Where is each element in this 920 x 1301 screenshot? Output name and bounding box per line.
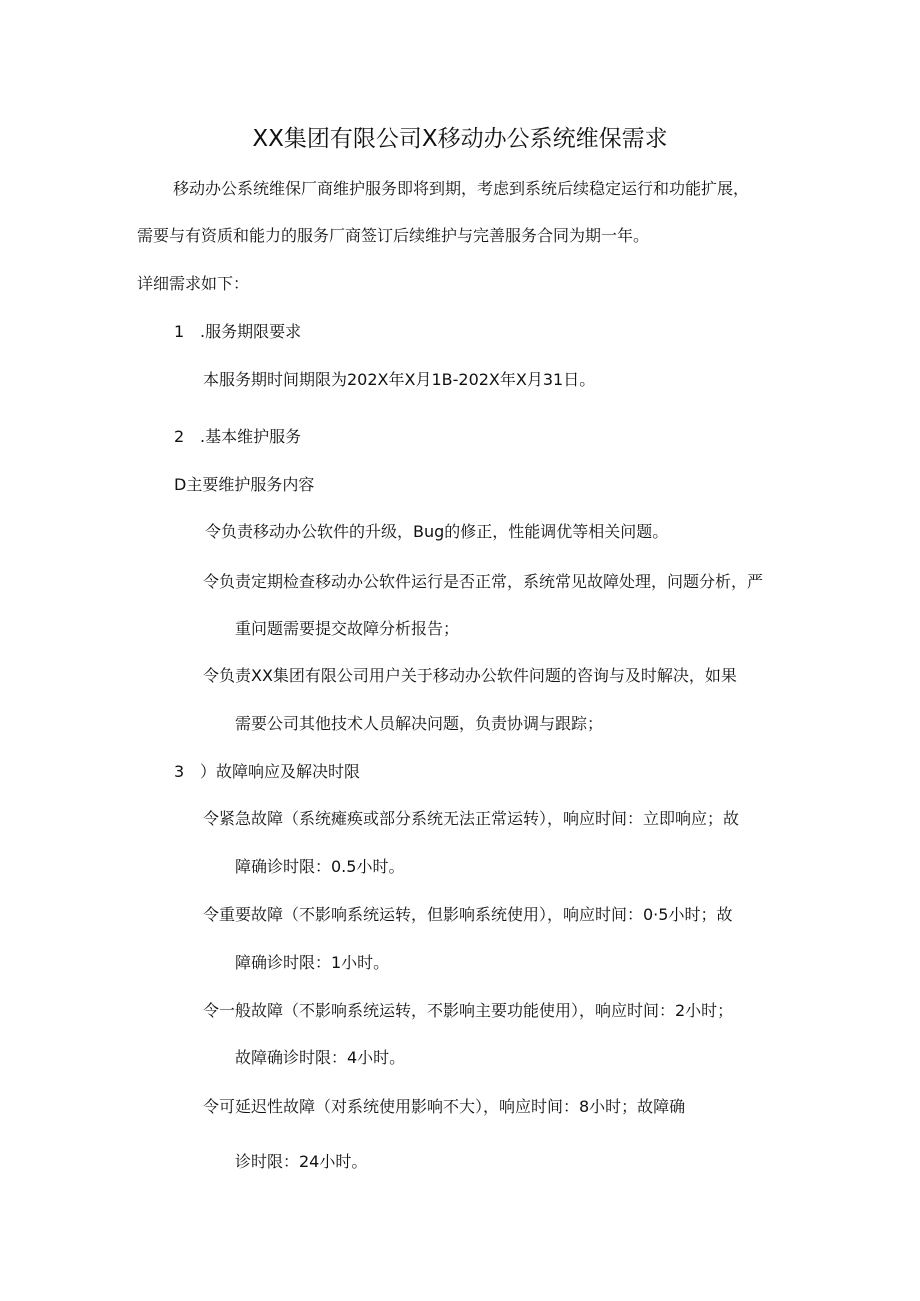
details-intro: 详细需求如下： <box>137 274 250 293</box>
section-2-subheading: D主要维护服务内容 <box>174 475 315 494</box>
service-item-3-line-1: 令负责XX集团有限公司用户关于移动办公软件问题的咨询与及时解决，如果 <box>203 666 737 685</box>
section-1-heading <box>174 322 301 342</box>
section-1-title: .服务期限要求 <box>200 322 302 341</box>
service-item-1: 令负责移动办公软件的升级，Bug的修正，性能调优等相关问题。 <box>205 522 669 541</box>
section-1-number: 1 <box>174 322 185 341</box>
section-3-title: ）故障响应及解决时限 <box>200 762 361 781</box>
fault-item-3-line-2: 故障确诊时限：4小时。 <box>235 1048 406 1067</box>
section-1-body: 本服务期时间期限为202X年X月1B-202X年X月31日。 <box>203 370 596 389</box>
fault-item-3-line-1: 令一般故障（不影响系统运转，不影响主要功能使用），响应时间：2小时； <box>203 1001 734 1020</box>
service-item-3-line-2: 需要公司其他技术人员解决问题，负责协调与跟踪； <box>235 714 604 733</box>
intro-line-1: 移动办公系统维保厂商维护服务即将到期，考虑到系统后续稳定运行和功能扩展， <box>173 179 750 198</box>
fault-item-4-line-2: 诊时限：24小时。 <box>235 1152 368 1171</box>
fault-item-2-line-2: 障确诊时限：1小时。 <box>235 953 390 972</box>
service-item-2-line-2: 重问题需要提交故障分析报告； <box>235 619 460 638</box>
section-3-heading <box>174 762 360 782</box>
document-title: XX集团有限公司X移动办公系统维保需求 <box>252 126 668 152</box>
section-2-title: .基本维护服务 <box>200 427 302 446</box>
fault-item-4-line-1: 令可延迟性故障（对系统使用影响不大），响应时间：8小时；故障确 <box>203 1097 686 1116</box>
fault-item-1-line-1: 令紧急故障（系统瘫痪或部分系统无法正常运转），响应时间：立即响应；故 <box>203 809 740 828</box>
intro-line-2: 需要与有资质和能力的服务厂商签订后续维护与完善服务合同为期一年。 <box>137 226 650 245</box>
section-2-number: 2 <box>174 427 185 446</box>
section-3-number: 3 <box>174 762 185 781</box>
fault-item-2-line-1: 令重要故障（不影响系统运转，但影响系统使用），响应时间：0·5小时；故 <box>203 905 733 924</box>
fault-item-1-line-2: 障确诊时限：0.5小时。 <box>235 857 405 876</box>
service-item-2-line-1: 令负责定期检查移动办公软件运行是否正常，系统常见故障处理，问题分析，严 <box>203 572 764 591</box>
section-2-heading <box>174 427 301 447</box>
